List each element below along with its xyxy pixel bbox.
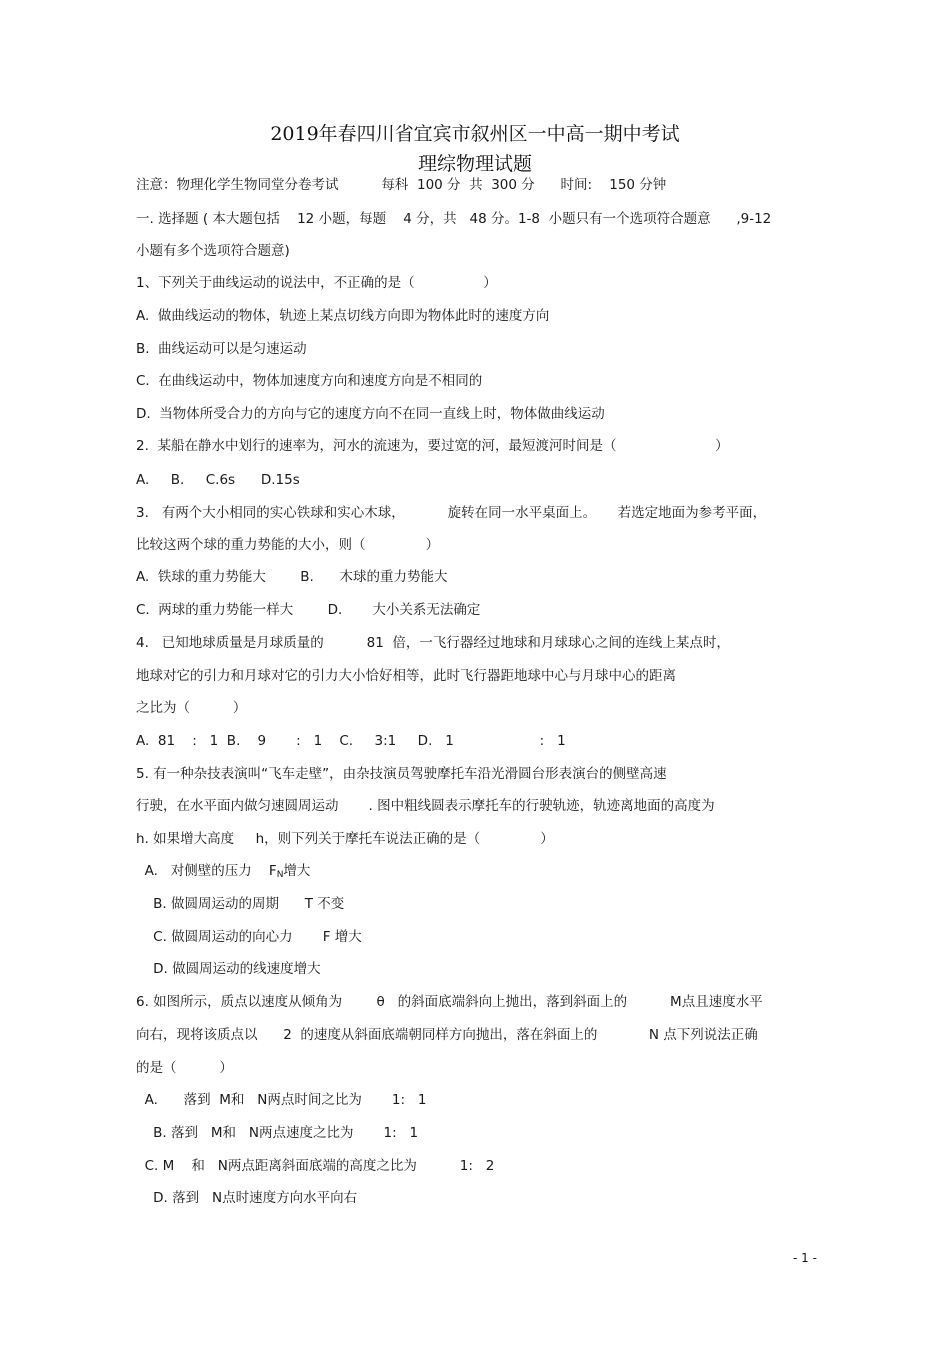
question-1: 1、下列关于曲线运动的说法中，不正确的是（ ）: [136, 275, 497, 291]
q2-options: A. B. C.6s D.15s: [136, 472, 300, 488]
q3-options-ab: A. 铁球的重力势能大 B. 木球的重力势能大: [136, 569, 448, 585]
q6-option-b: B. 落到 M和 N两点速度之比为 1: 1: [136, 1125, 419, 1141]
q5-option-c: C. 做圆周运动的向心力 F 增大: [136, 929, 362, 945]
q1-option-a: A. 做曲线运动的物体，轨迹上某点切线方向即为物体此时的速度方向: [136, 308, 550, 324]
q6-option-c: C. M 和 N两点距离斜面底端的高度之比为 1: 2: [136, 1158, 495, 1174]
q4-options: A. 81 : 1 B. 9 : 1 C. 3:1 D. 1 : 1: [136, 733, 566, 749]
q6-option-a: A. 落到 M和 N两点时间之比为 1: 1: [136, 1092, 427, 1108]
question-5: 5. 有一种杂技表演叫“飞车走壁”，由杂技演员驾驶摩托车沿光滑圆台形表演台的侧壁高速: [136, 766, 667, 782]
exam-title: 2019年春四川省宜宾市叙州区一中高一期中考试: [270, 123, 680, 145]
question-6-cont: 向右，现将该质点以 2 的速度从斜面底端朝同样方向抛出，落在斜面上的 N 点下列说法正确: [136, 1027, 758, 1043]
question-3: 3. 有两个大小相同的实心铁球和实心木球， 旋转在同一水平桌面上。 若选定地面为参考平面，: [136, 505, 767, 521]
q1-option-d: D. 当物体所受合力的方向与它的速度方向不在同一直线上时，物体做曲线运动: [136, 406, 605, 422]
question-6-cont2: 的是（ ）: [136, 1060, 233, 1076]
q6-option-d: D. 落到 N点时速度方向水平向右: [136, 1190, 358, 1206]
q5-option-b: B. 做圆周运动的周期 T 不变: [136, 896, 345, 912]
q5a-text-before: A. 对侧壁的压力 F: [136, 863, 277, 879]
q1-option-b: B. 曲线运动可以是匀速运动: [136, 341, 307, 357]
question-4: 4. 已知地球质量是月球质量的 81 倍，一飞行器经过地球和月球球心之间的连线上某点时，: [136, 635, 730, 651]
question-4-cont2: 之比为（ ）: [136, 700, 247, 716]
question-2: 2. 某船在静水中划行的速率为，河水的流速为，要过宽的河，最短渡河时间是（ ）: [136, 438, 729, 454]
q5-option-a: [136, 862, 310, 884]
question-6: 6. 如图所示，质点以速度从倾角为 θ 的斜面底端斜向上抛出，落到斜面上的 M点且速度水平: [136, 994, 763, 1010]
section-heading: 一. 选择题 ( 本大题包括 12 小题，每题 4 分，共 48 分。1-8 小题只有一个选项符合题意 ,9-12: [136, 211, 772, 227]
q3-options-cd: C. 两球的重力势能一样大 D. 大小关系无法确定: [136, 602, 481, 618]
page-number: - 1 -: [793, 1251, 817, 1265]
notice-line: 注意：物理化学生物同堂分卷考试 每科 100 分 共 300 分 时间: 150 分钟: [136, 177, 667, 193]
question-5-cont2: h. 如果增大高度 h，则下列关于摩托车说法正确的是（ ）: [136, 831, 554, 847]
section-heading-cont: 小题有多个选项符合题意): [136, 243, 290, 259]
q1-option-c: C. 在曲线运动中，物体加速度方向和速度方向是不相同的: [136, 373, 483, 389]
exam-subtitle: 理综物理试题: [417, 153, 532, 175]
question-3-cont: 比较这两个球的重力势能的大小，则（ ）: [136, 537, 440, 553]
question-4-cont: 地球对它的引力和月球对它的引力大小恰好相等，此时飞行器距地球中心与月球中心的距离: [136, 668, 676, 684]
q5a-subscript: N: [276, 870, 284, 880]
q5a-text-after: 增大: [283, 863, 311, 879]
question-5-cont: 行驶，在水平面内做匀速圆周运动 . 图中粗线圆表示摩托车的行驶轨迹，轨迹离地面的高度为: [136, 798, 715, 814]
q5-option-d: D. 做圆周运动的线速度增大: [136, 961, 321, 977]
